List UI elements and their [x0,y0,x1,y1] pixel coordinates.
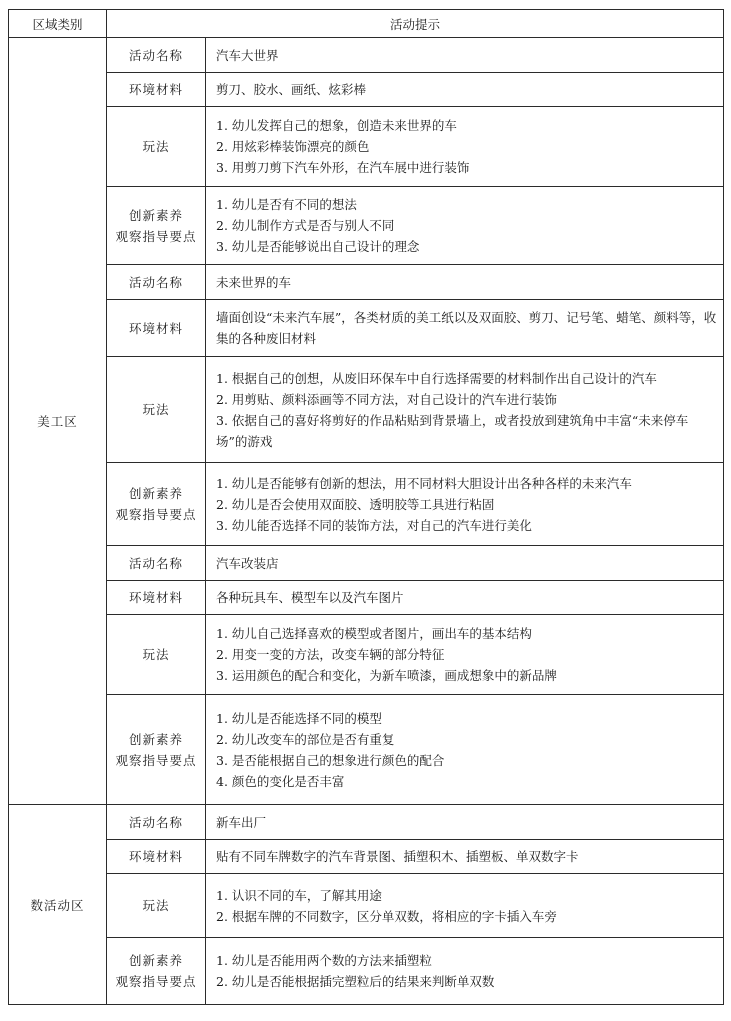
row-label-text: 玩法 [142,647,170,662]
content-line: 1. 幼儿是否能够有创新的想法，用不同材料大胆设计出各种各样的未来汽车 [216,475,632,491]
row-label [107,840,206,874]
content-line: 1. 根据自己的创想，从废旧环保车中自行选择需要的材料制作出自己设计的汽车 [216,370,657,386]
row-label [107,463,206,546]
row-label [107,615,206,695]
row-content [206,615,724,695]
content-line: 1. 幼儿是否有不同的想法 [216,197,357,212]
table-row [9,357,724,463]
row-label [107,695,206,805]
row-label [107,73,206,107]
row-label [107,187,206,265]
row-content [206,463,724,546]
row-label [107,357,206,463]
table-row [9,615,724,695]
table-row [9,938,724,1005]
content-line: 3. 幼儿是否能够说出自己设计的理念 [216,239,420,254]
row-label [107,805,206,840]
row-label-text: 活动名称 [128,814,183,830]
table-row [9,107,724,187]
row-content [206,581,724,615]
content-line: 1. 幼儿是否能选择不同的模型 [216,710,382,726]
content-line: 新车出厂 [216,814,267,830]
table-row [9,38,724,73]
row-content [206,357,724,463]
content-line: 墙面创设“未来汽车展”，各类材质的美工纸以及双面胶、剪刀、记号笔、蜡笔、颜料等，收集的各种废旧材料 [216,310,717,346]
content-line: 2. 幼儿改变车的部位是否有重复 [216,731,395,747]
table-row [9,695,724,805]
row-label-text: 环境材料 [128,590,183,605]
area-category: 美工区 [9,38,107,805]
row-label-text: 观察指导要点 [115,507,197,522]
row-content [206,938,724,1005]
table-row [9,265,724,300]
row-content [206,107,724,187]
table-header-row [9,10,724,38]
content-line: 1. 幼儿发挥自己的想象，创造未来世界的车 [216,118,457,133]
row-label-text: 观察指导要点 [115,752,197,768]
row-label-text: 环境材料 [128,82,183,97]
content-line: 汽车改装店 [216,555,279,571]
content-line: 2. 根据车牌的不同数字，区分单双数，将相应的字卡插入车旁 [216,908,557,924]
table-row [9,463,724,546]
table-row [9,874,724,938]
row-label-text: 活动名称 [128,47,183,63]
table-row [9,73,724,107]
content-line: 汽车大世界 [216,47,279,63]
content-line: 2. 幼儿是否能根据插完塑粒后的结果来判断单双数 [216,974,495,989]
content-line: 1. 幼儿是否能用两个数的方法来插塑粒 [216,953,432,968]
content-line: 3. 幼儿能否选择不同的装饰方法，对自己的汽车进行美化 [216,517,532,533]
row-label [107,107,206,187]
content-line: 2. 用炫彩棒装饰漂亮的颜色 [216,139,370,154]
header-activity-tips: 活动提示 [107,10,724,38]
table-row [9,805,724,840]
row-label-text: 环境材料 [128,849,183,864]
content-line: 2. 幼儿是否会使用双面胶、透明胶等工具进行粘固 [216,496,495,512]
row-label [107,38,206,73]
row-label [107,874,206,938]
row-label [107,938,206,1005]
content-line: 贴有不同车牌数字的汽车背景图、插塑积木、插塑板、单双数字卡 [216,849,579,864]
content-line: 2. 幼儿制作方式是否与别人不同 [216,218,395,233]
content-line: 1. 幼儿自己选择喜欢的模型或者图片，画出车的基本结构 [216,626,532,641]
table-row [9,187,724,265]
content-line: 4. 颜色的变化是否丰富 [216,773,345,789]
row-label-text: 活动名称 [128,274,183,290]
content-line: 剪刀、胶水、画纸、炫彩棒 [216,82,367,97]
row-label-text: 创新素养 [128,731,183,747]
row-content [206,695,724,805]
content-line: 各种玩具车、模型车以及汽车图片 [216,590,404,605]
row-label-text: 玩法 [142,402,170,417]
table-row [9,300,724,357]
content-line: 3. 依据自己的喜好将剪好的作品粘贴到背景墙上，或者投放到建筑角中丰富“未来停车场”的游戏 [216,412,689,449]
content-line: 2. 用变一变的方法，改变车辆的部分特征 [216,647,445,662]
row-content [206,874,724,938]
row-content [206,73,724,107]
row-content [206,805,724,840]
row-content [206,38,724,73]
content-line: 3. 运用颜色的配合和变化，为新车喷漆，画成想象中的新品牌 [216,668,557,683]
row-content [206,187,724,265]
row-label [107,581,206,615]
content-line: 3. 用剪刀剪下汽车外形，在汽车展中进行装饰 [216,160,470,175]
row-label-text: 观察指导要点 [115,228,197,244]
row-label-text: 创新素养 [128,953,183,968]
content-line: 2. 用剪贴、颜料添画等不同方法，对自己设计的汽车进行装饰 [216,391,557,407]
header-area-category: 区域类别 [9,10,107,38]
content-line: 3. 是否能根据自己的想象进行颜色的配合 [216,752,445,768]
row-content [206,840,724,874]
row-label [107,546,206,581]
row-content [206,300,724,357]
row-label [107,300,206,357]
row-label-text: 玩法 [142,898,170,913]
row-content [206,265,724,300]
table-row [9,546,724,581]
activity-table [8,9,724,1005]
row-label-text: 创新素养 [128,486,183,501]
table-row [9,581,724,615]
row-label-text: 创新素养 [128,207,183,223]
row-label [107,265,206,300]
row-label-text: 玩法 [142,139,170,154]
row-label-text: 环境材料 [128,320,183,336]
table-row [9,840,724,874]
content-line: 未来世界的车 [216,274,292,290]
content-line: 1. 认识不同的车，了解其用途 [216,887,382,903]
area-category: 数活动区 [9,805,107,1005]
row-content [206,546,724,581]
row-label-text: 活动名称 [128,555,183,571]
row-label-text: 观察指导要点 [115,974,197,989]
